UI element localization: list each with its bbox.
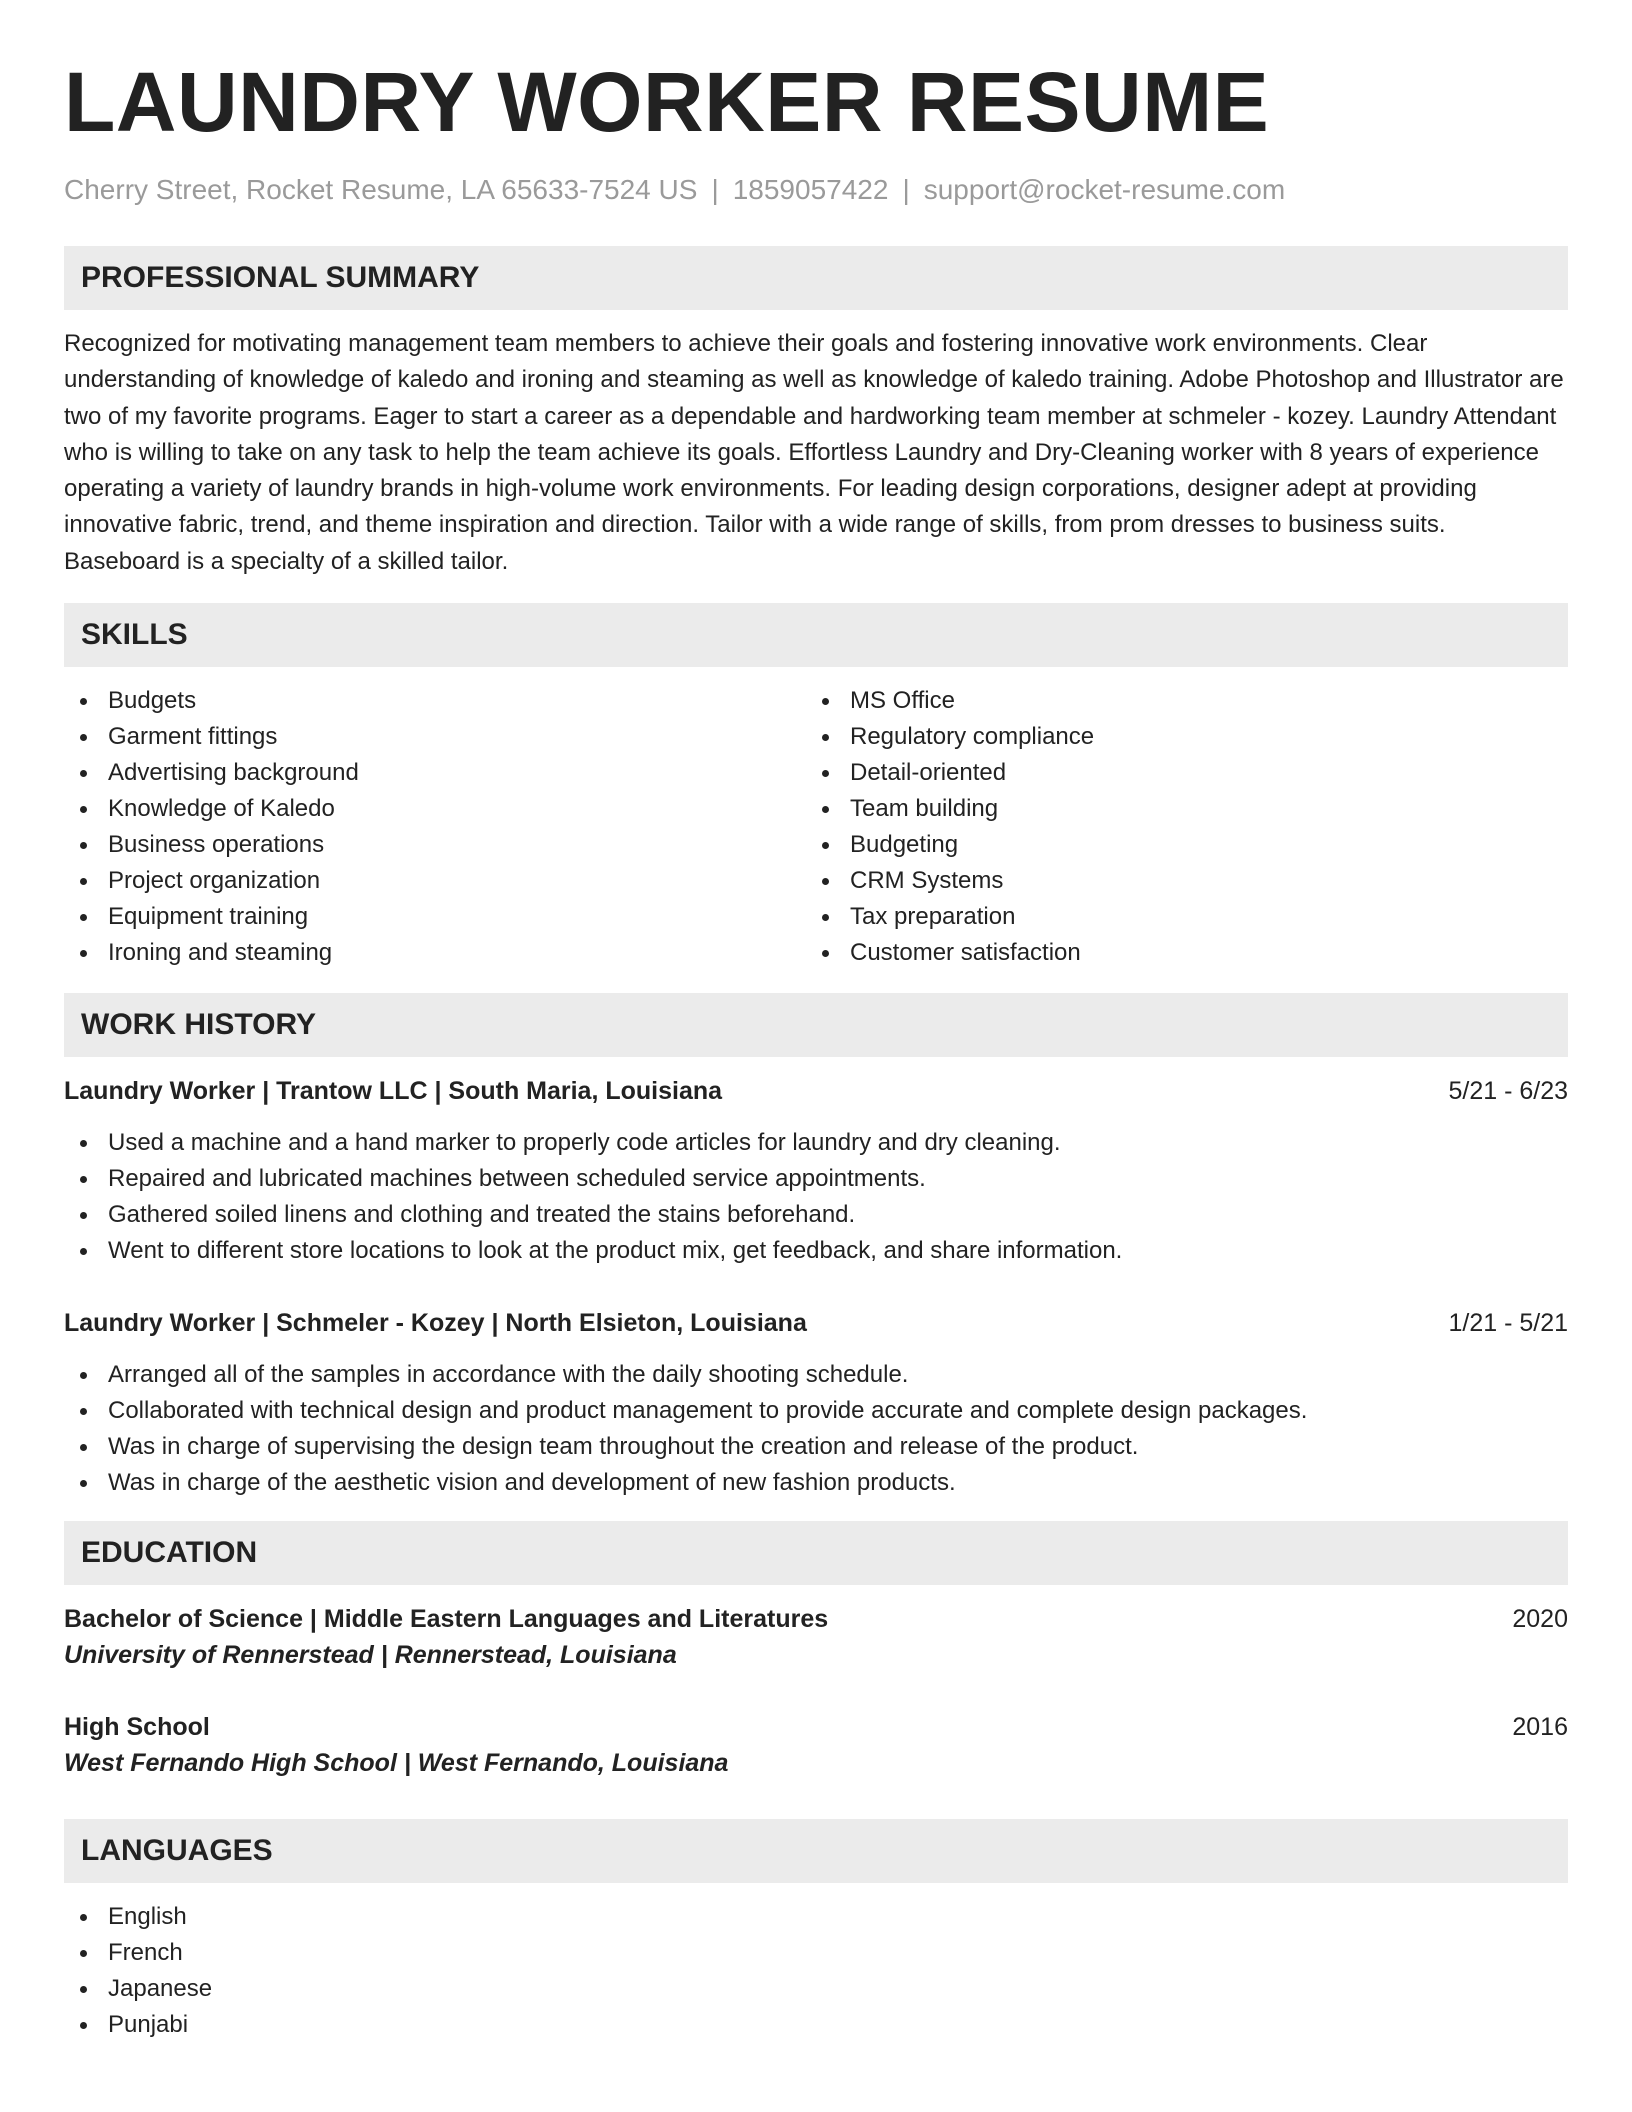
education-section-header: EDUCATION xyxy=(64,1521,1568,1585)
job-dates: 1/21 - 5/21 xyxy=(1448,1309,1568,1338)
language-item: French xyxy=(64,1935,1568,1971)
contact-separator: | xyxy=(902,174,910,205)
job-header xyxy=(64,1073,1568,1109)
skill-item: CRM Systems xyxy=(806,863,1548,899)
skill-item: Customer satisfaction xyxy=(806,935,1548,971)
skill-item: MS Office xyxy=(806,683,1548,719)
skill-item: Budgeting xyxy=(806,827,1548,863)
contact-phone: 1859057422 xyxy=(732,174,889,205)
contact-line xyxy=(64,172,1568,208)
job-duty-item: Used a machine and a hand marker to properly code articles for laundry and dry cleaning. xyxy=(64,1125,1568,1161)
job-duty-item: Was in charge of supervising the design team throughout the creation and release of the product. xyxy=(64,1429,1568,1465)
education-degree: High School xyxy=(64,1713,210,1742)
education-year: 2016 xyxy=(1512,1713,1568,1742)
skill-item: Ironing and steaming xyxy=(64,935,806,971)
education-entry xyxy=(64,1709,1568,1781)
contact-separator: | xyxy=(711,174,719,205)
work-section-header: WORK HISTORY xyxy=(64,993,1568,1057)
skill-item: Project organization xyxy=(64,863,806,899)
education-degree: Bachelor of Science | Middle Eastern Languages and Literatures xyxy=(64,1605,829,1634)
education-header xyxy=(64,1709,1568,1745)
job-duty-item: Collaborated with technical design and product management to provide accurate and complete design packages. xyxy=(64,1393,1568,1429)
job-dates: 5/21 - 6/23 xyxy=(1448,1077,1568,1106)
job-entry xyxy=(64,1305,1568,1501)
skill-item: Tax preparation xyxy=(806,899,1548,935)
resume-title: LAUNDRY WORKER RESUME xyxy=(64,55,1270,149)
job-duties xyxy=(64,1125,1568,1269)
job-title: Laundry Worker | Schmeler - Kozey | North Elsieton, Louisiana xyxy=(64,1309,807,1338)
skills-column-left xyxy=(64,683,806,971)
skill-item: Detail-oriented xyxy=(806,755,1548,791)
languages-list xyxy=(64,1899,1568,2043)
language-item: English xyxy=(64,1899,1568,1935)
job-header xyxy=(64,1305,1568,1341)
summary-section-header: PROFESSIONAL SUMMARY xyxy=(64,246,1568,310)
skills-column-right xyxy=(806,683,1548,971)
resume-page xyxy=(64,0,1568,2043)
contact-email[interactable]: support@rocket-resume.com xyxy=(923,174,1286,205)
skill-item: Regulatory compliance xyxy=(806,719,1548,755)
language-item: Punjabi xyxy=(64,2007,1568,2043)
contact-address: Cherry Street, Rocket Resume, LA 65633-7524 US xyxy=(64,174,698,205)
job-duty-item: Was in charge of the aesthetic vision and development of new fashion products. xyxy=(64,1465,1568,1501)
education-year: 2020 xyxy=(1512,1605,1568,1634)
languages-section-header: LANGUAGES xyxy=(64,1819,1568,1883)
education-header xyxy=(64,1601,1568,1637)
skills-section-header: SKILLS xyxy=(64,603,1568,667)
skill-item: Team building xyxy=(806,791,1548,827)
skill-item: Garment fittings xyxy=(64,719,806,755)
education-school: West Fernando High School | West Fernando, Louisiana xyxy=(64,1749,729,1778)
skill-item: Budgets xyxy=(64,683,806,719)
skill-item: Business operations xyxy=(64,827,806,863)
skills-list xyxy=(64,683,1568,971)
job-duty-item: Gathered soiled linens and clothing and treated the stains beforehand. xyxy=(64,1197,1568,1233)
summary-text: Recognized for motivating management team members to achieve their goals and fostering innovative work environments. Clear understanding of knowledge of kaledo and ironing and steaming as well as knowledge of kaledo training. Adobe Photoshop and Illustrator are two of my favorite programs. Eager to start a career as a dependable and hardworking team member at schmeler - kozey. Laundry Attendant who is willing to take on any task to help the team achieve its goals. Effortless Laundry and Dry-Cleaning worker with 8 years of experience operating a variety of laundry brands in high-volume work environments. For leading design corporations, designer adept at providing innovative fabric, trend, and theme inspiration and direction. Tailor with a wide range of skills, from prom dresses to business suits. Baseboard is a specialty of a skilled tailor. xyxy=(64,330,1564,575)
job-duty-item: Went to different store locations to look at the product mix, get feedback, and share information. xyxy=(64,1233,1568,1269)
skill-item: Knowledge of Kaledo xyxy=(64,791,806,827)
job-entry xyxy=(64,1073,1568,1269)
education-entry xyxy=(64,1601,1568,1673)
language-item: Japanese xyxy=(64,1971,1568,2007)
job-title: Laundry Worker | Trantow LLC | South Maria, Louisiana xyxy=(64,1077,723,1106)
skill-item: Equipment training xyxy=(64,899,806,935)
skill-item: Advertising background xyxy=(64,755,806,791)
job-duty-item: Arranged all of the samples in accordance with the daily shooting schedule. xyxy=(64,1357,1568,1393)
job-duties xyxy=(64,1357,1568,1501)
education-school: University of Rennerstead | Rennerstead, Louisiana xyxy=(64,1641,677,1670)
job-duty-item: Repaired and lubricated machines between scheduled service appointments. xyxy=(64,1161,1568,1197)
